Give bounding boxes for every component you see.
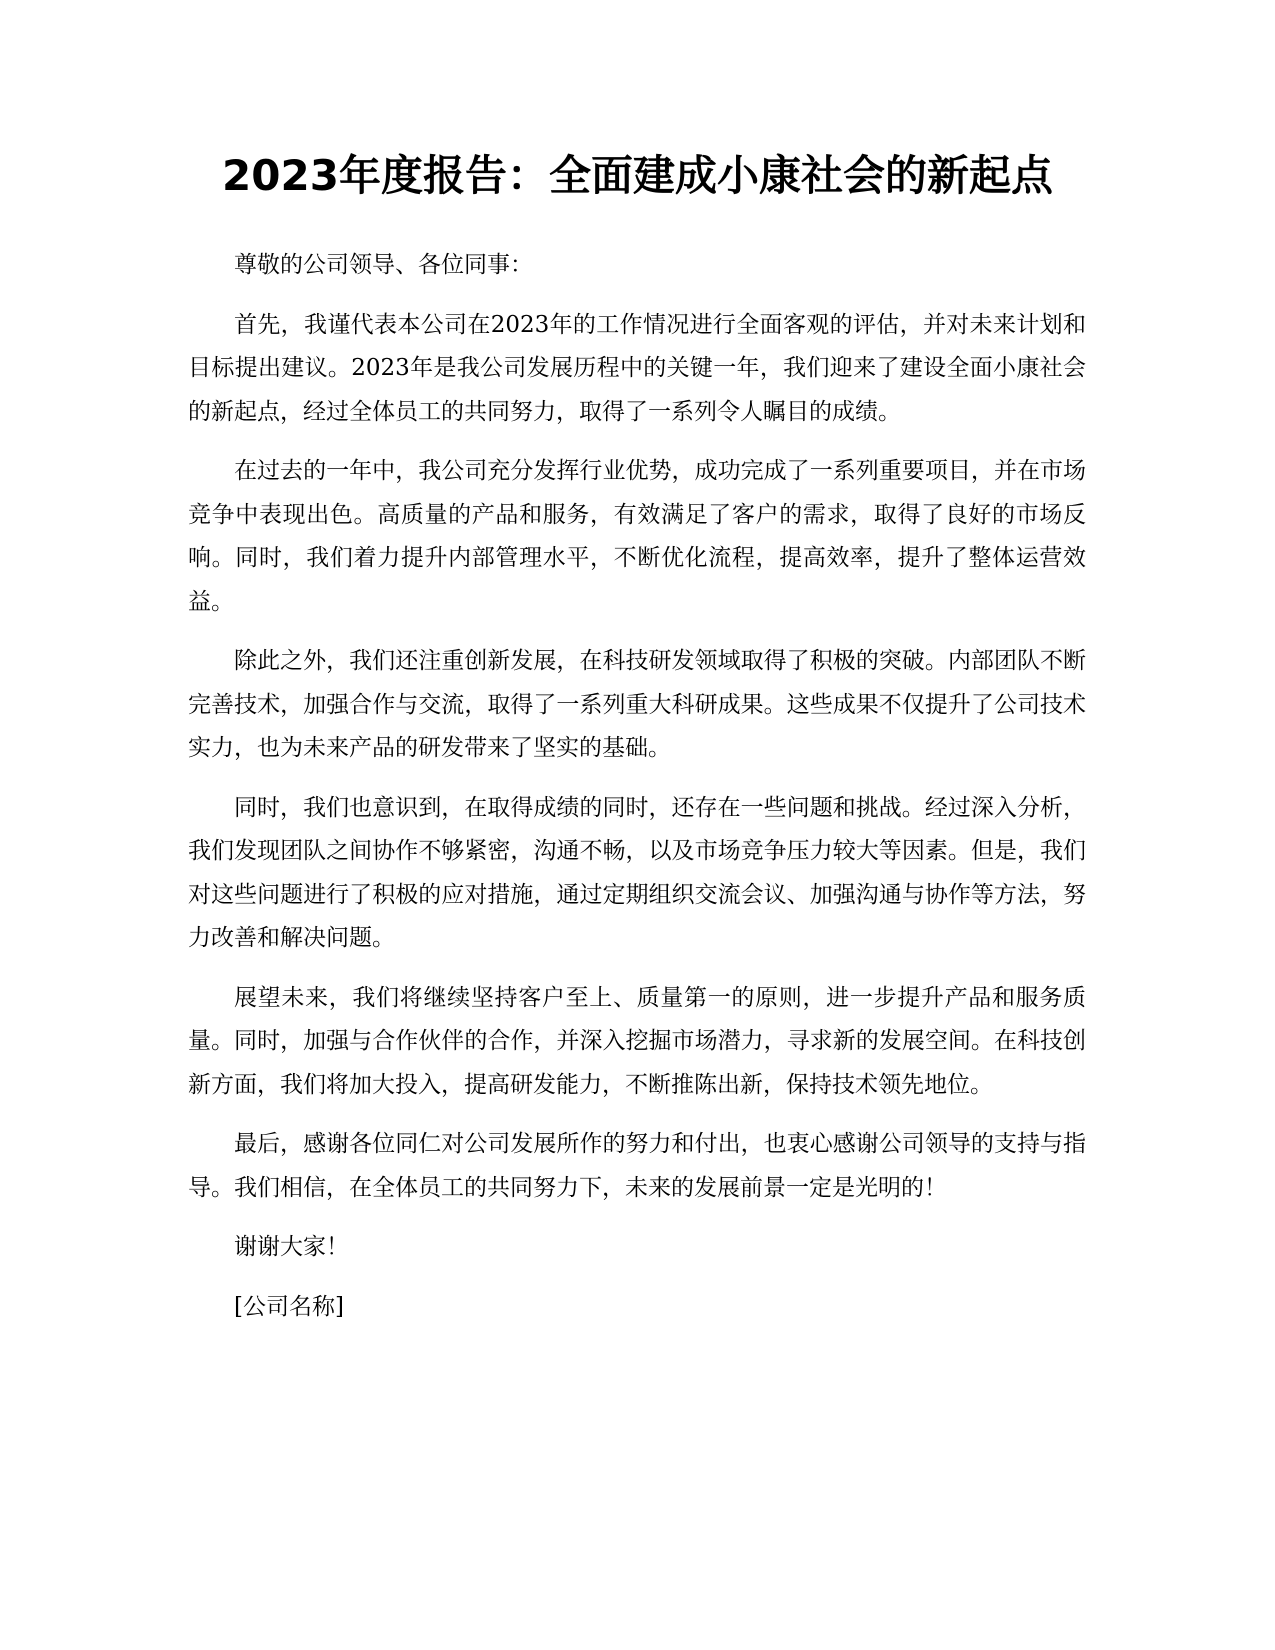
- salutation: 尊敬的公司领导、各位同事：: [234, 252, 533, 278]
- paragraph-5: 展望未来，我们将继续坚持客户至上、质量第一的原则，进一步提升产品和服务质量。同时，加强与合作伙伴的合作，并深入挖掘市场潜力，寻求新的发展空间。在科技创新方面，我们将加大投入，提高研发能力，不断推陈出新，保持技术领先地位。: [188, 984, 1086, 1098]
- paragraph-4: 同时，我们也意识到，在取得成绩的同时，还存在一些问题和挑战。经过深入分析，我们发现团队之间协作不够紧密，沟通不畅，以及市场竞争压力较大等因素。但是，我们对这些问题进行了积极的应对措施，通过定期组织交流会议、加强沟通与协作等方法，努力改善和解决问题。: [188, 794, 1086, 951]
- paragraph-2: 在过去的一年中，我公司充分发挥行业优势，成功完成了一系列重要项目，并在市场竞争中表现出色。高质量的产品和服务，有效满足了客户的需求，取得了良好的市场反响。同时，我们着力提升内部管理水平，不断优化流程，提高效率，提升了整体运营效益。: [188, 458, 1086, 615]
- paragraph-3: 除此之外，我们还注重创新发展，在科技研发领域取得了积极的突破。内部团队不断完善技术，加强合作与交流，取得了一系列重大科研成果。这些成果不仅提升了公司技术实力，也为未来产品的研发带来了坚实的基础。: [188, 648, 1086, 761]
- signature: [公司名称]: [234, 1293, 344, 1320]
- paragraph-1: 首先，我谨代表本公司在2023年的工作情况进行全面客观的评估，并对未来计划和目标提出建议。2023年是我公司发展历程中的关键一年，我们迎来了建设全面小康社会的新起点，经过全体员工的共同努力，取得了一系列令人瞩目的成绩。: [188, 311, 1086, 425]
- paragraph-6: 最后，感谢各位同仁对公司发展所作的努力和付出，也衷心感谢公司领导的支持与指导。我们相信，在全体员工的共同努力下，未来的发展前景一定是光明的！: [188, 1131, 1086, 1201]
- document-body: [188, 244, 1086, 1345]
- document-title: 2023年度报告：全面建成小康社会的新起点: [222, 151, 1053, 200]
- closing-line: 谢谢大家！: [234, 1234, 349, 1260]
